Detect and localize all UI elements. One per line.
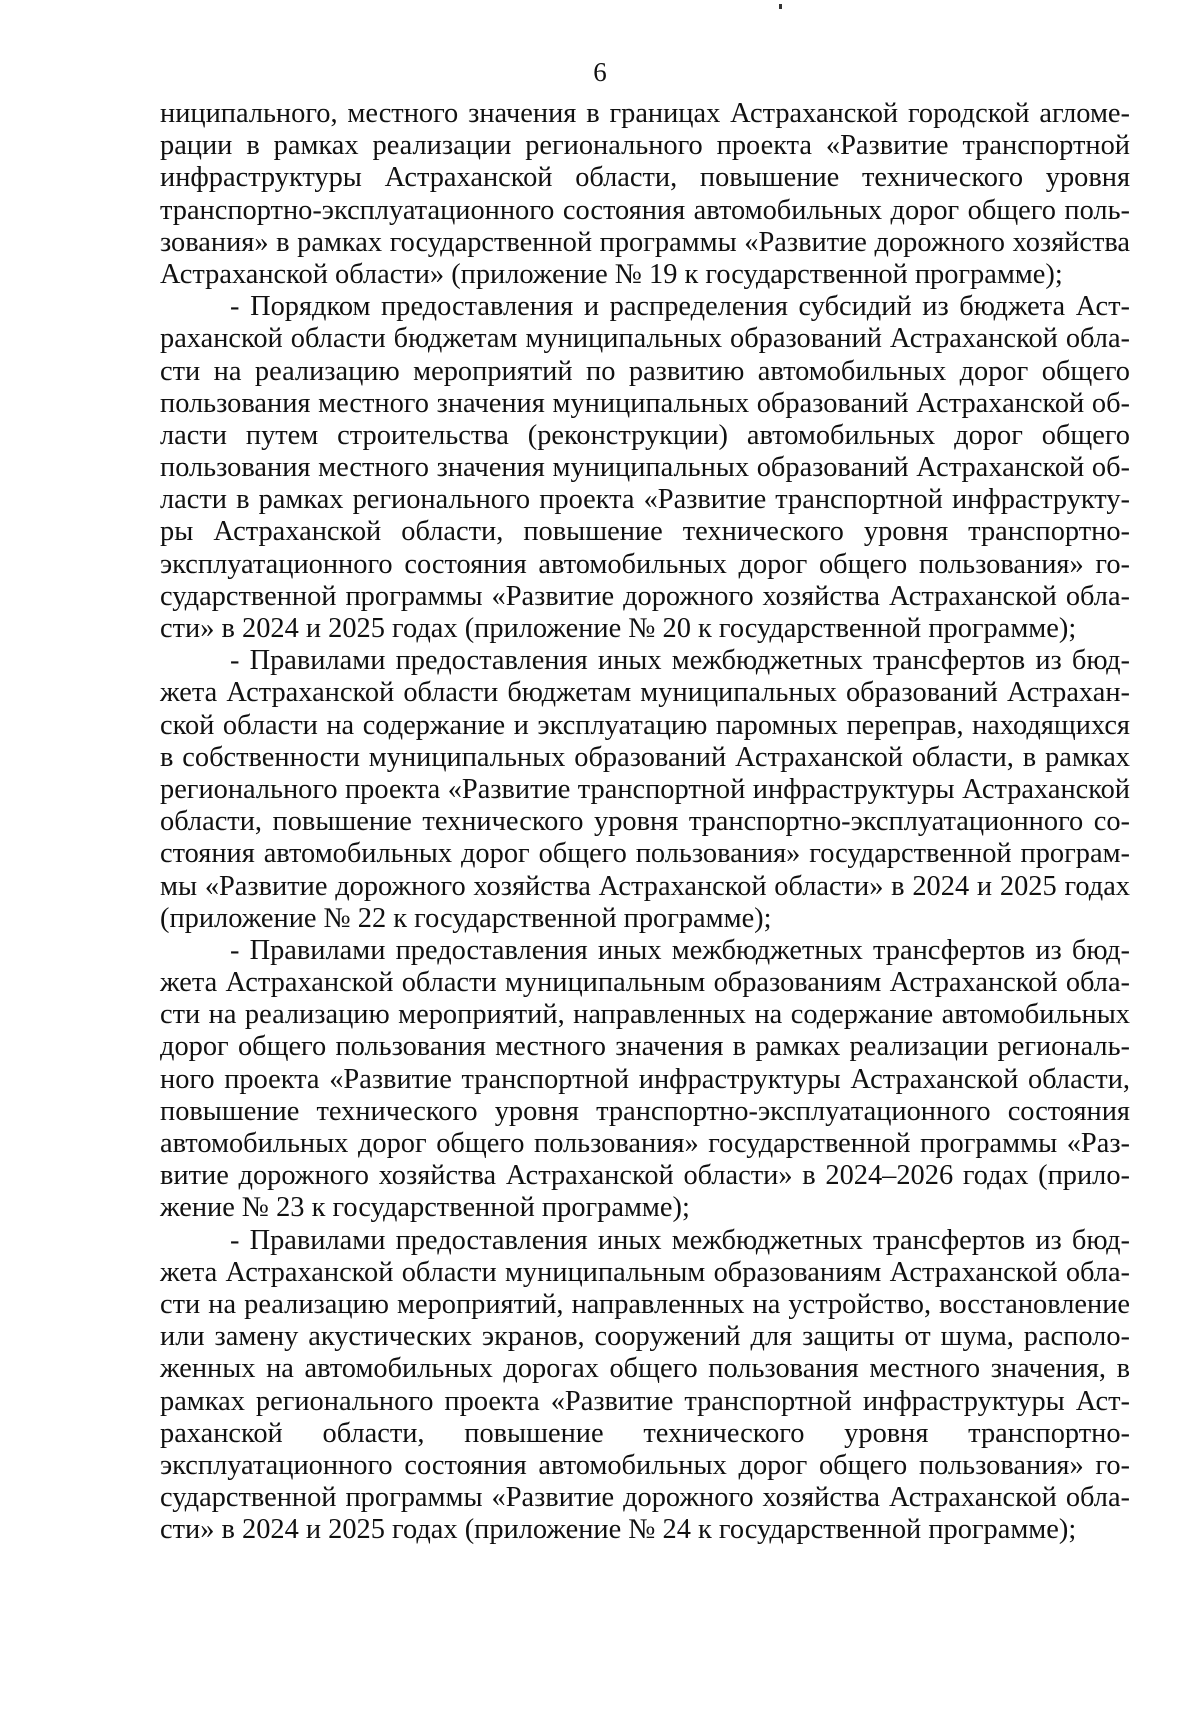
text-line: сти на реализацию мероприятий, направленных на устройство, восстановление — [160, 1288, 1130, 1320]
text-line: жета Астраханской области бюджетам муниципальных образований Астрахан- — [160, 677, 1130, 709]
text-line: рамках регионального проекта «Развитие транспортной инфраструктуры Аст- — [160, 1385, 1130, 1417]
paragraph — [160, 291, 1130, 645]
text-line: мы «Развитие дорожного хозяйства Астраханской области» в 2024 и 2025 годах — [160, 870, 1130, 902]
text-line: ласти в рамках регионального проекта «Развитие транспортной инфраструкту- — [160, 484, 1130, 516]
text-line: - Правилами предоставления иных межбюджетных трансфертов из бюд- — [230, 1224, 1130, 1256]
text-line: Астраханской области» (приложение № 19 к государственной программе); — [160, 258, 1063, 290]
text-line: ской области на содержание и эксплуатацию паромных переправ, находящихся — [160, 709, 1130, 741]
text-line: жета Астраханской области муниципальным образованиям Астраханской обла- — [160, 1256, 1130, 1288]
text-line: области, повышение технического уровня транспортно-эксплуатационного со- — [160, 806, 1130, 838]
text-line: сударственной программы «Развитие дорожного хозяйства Астраханской обла- — [160, 1482, 1130, 1514]
text-line: раханской области бюджетам муниципальных образований Астраханской обла- — [160, 323, 1130, 355]
text-line: автомобильных дорог общего пользования» государственной программы «Раз- — [160, 1128, 1130, 1159]
text-line: ласти путем строительства (реконструкции) автомобильных дорог общего — [160, 419, 1130, 451]
text-line: - Порядком предоставления и распределения субсидий из бюджета Аст- — [230, 291, 1130, 323]
text-line: или замену акустических экранов, сооружений для защиты от шума, располо- — [160, 1321, 1130, 1353]
text-line: эксплуатационного состояния автомобильных дорог общего пользования» го- — [160, 1449, 1130, 1481]
text-line: сти на реализацию мероприятий по развитию автомобильных дорог общего — [160, 355, 1130, 387]
text-line: витие дорожного хозяйства Астраханской области» в 2024–2026 годах (прило- — [160, 1160, 1130, 1192]
text-line: пользования местного значения муниципальных образований Астраханской об- — [160, 452, 1130, 484]
text-line: - Правилами предоставления иных межбюджетных трансфертов из бюд- — [230, 645, 1130, 677]
text-line: в собственности муниципальных образований Астраханской области, в рамках — [160, 741, 1130, 773]
text-line: стояния автомобильных дорог общего пользования» государственной програм- — [160, 838, 1130, 870]
text-line: сти» в 2024 и 2025 годах (приложение № 20 к государственной программе); — [160, 613, 1077, 644]
paragraph — [160, 645, 1130, 935]
text-line: рации в рамках реализации регионального проекта «Развитие транспортной — [160, 130, 1130, 162]
text-line: ры Астраханской области, повышение технического уровня транспортно- — [160, 516, 1130, 548]
text-line: женных на автомобильных дорогах общего пользования местного значения, в — [160, 1353, 1130, 1385]
document-body — [160, 98, 1130, 1546]
text-line: раханской области, повышение технического уровня транспортно- — [160, 1417, 1130, 1449]
text-line: жета Астраханской области муниципальным образованиям Астраханской обла- — [160, 967, 1130, 999]
text-line: сти на реализацию мероприятий, направленных на содержание автомобильных — [160, 999, 1130, 1031]
text-line: ного проекта «Развитие транспортной инфраструктуры Астраханской области, — [160, 1063, 1130, 1095]
text-line: транспортно-эксплуатационного состояния автомобильных дорог общего поль- — [160, 194, 1130, 226]
text-line: ниципального, местного значения в границах Астраханской городской агломе- — [160, 98, 1130, 129]
text-line: регионального проекта «Развитие транспортной инфраструктуры Астраханской — [160, 773, 1130, 805]
text-line: - Правилами предоставления иных межбюджетных трансфертов из бюд- — [230, 934, 1130, 966]
page-number: 6 — [593, 57, 607, 87]
text-line: сударственной программы «Развитие дорожного хозяйства Астраханской обла- — [160, 580, 1130, 612]
paragraph — [160, 935, 1130, 1225]
text-line: инфраструктуры Астраханской области, повышение технического уровня — [160, 162, 1130, 194]
text-line: пользования местного значения муниципальных образований Астраханской об- — [160, 387, 1130, 419]
scan-mark — [779, 4, 782, 9]
text-line: жение № 23 к государственной программе); — [160, 1192, 690, 1224]
text-line: сти» в 2024 и 2025 годах (приложение № 24 к государственной программе); — [160, 1514, 1077, 1546]
text-line: дорог общего пользования местного значения в рамках реализации региональ- — [160, 1031, 1130, 1063]
text-line: повышение технического уровня транспортно-эксплуатационного состояния — [160, 1095, 1130, 1127]
text-line: эксплуатационного состояния автомобильных дорог общего пользования» го- — [160, 548, 1130, 580]
text-line: зования» в рамках государственной программы «Развитие дорожного хозяйства — [160, 226, 1130, 258]
text-line: (приложение № 22 к государственной программе); — [160, 902, 772, 934]
paragraph — [160, 98, 1130, 291]
paragraph — [160, 1225, 1130, 1547]
